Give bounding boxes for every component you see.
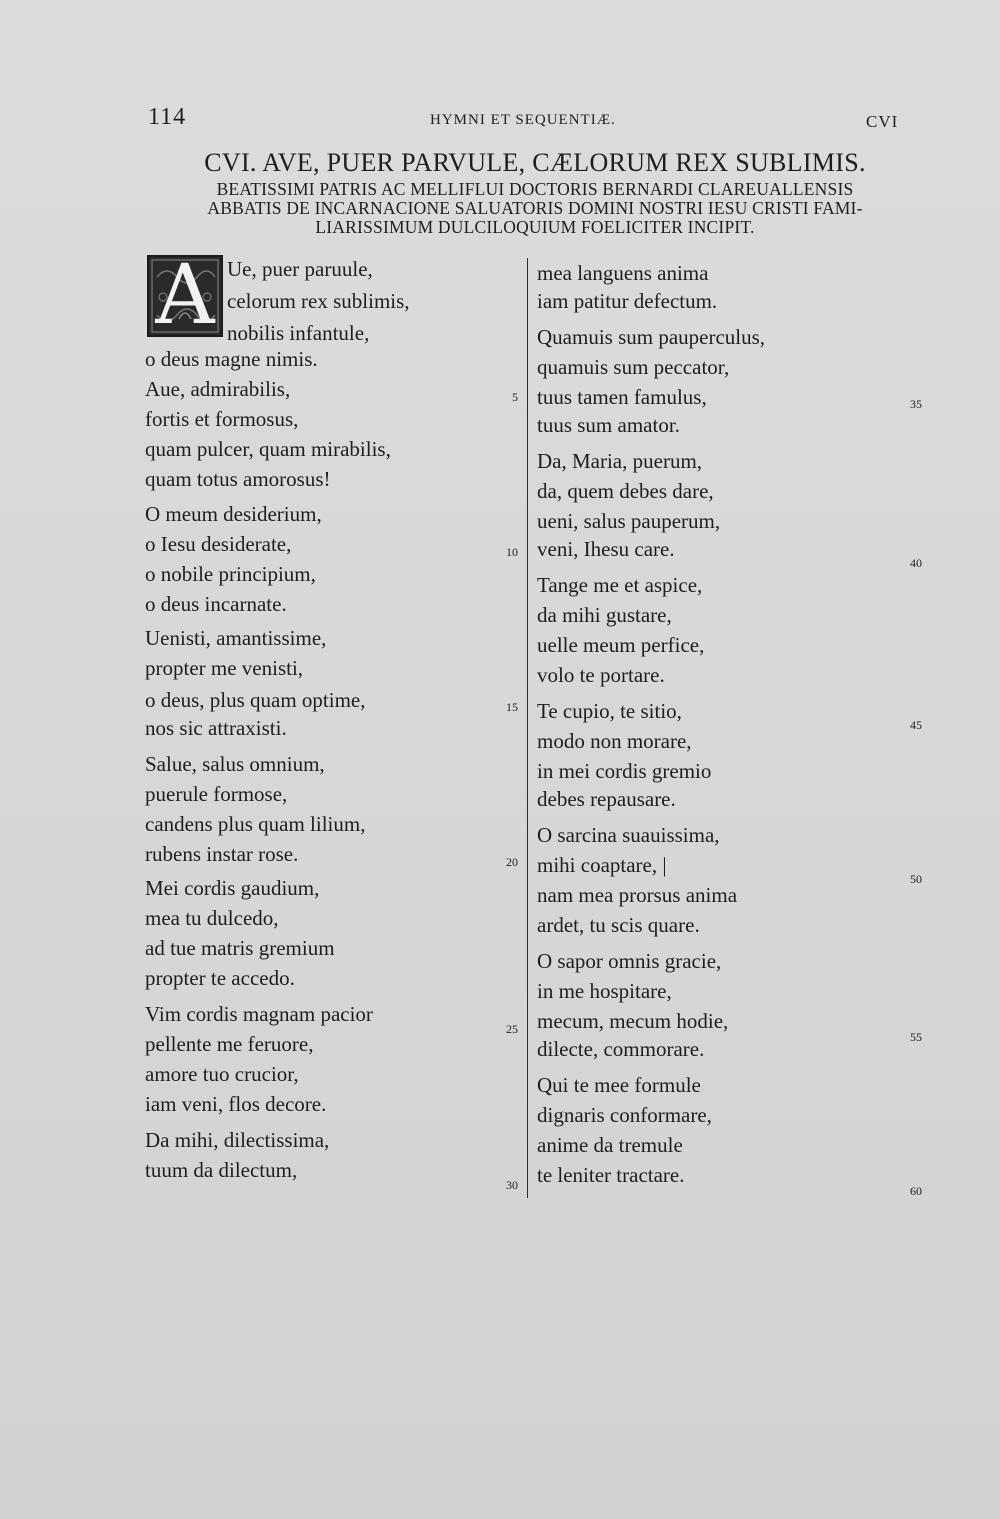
line-number: 15 — [506, 700, 518, 714]
verse-line: Da mihi, dilectissima, — [145, 1128, 330, 1152]
verse-line: Salue, salus omnium, — [145, 752, 325, 776]
verse-line: modo non morare, — [537, 729, 692, 753]
page-number: 114 — [148, 104, 187, 130]
running-section-number: CVI — [866, 112, 899, 131]
decorated-initial — [147, 248, 223, 343]
incipit-line: BEATISSIMI PATRIS AC MELLIFLUI DOCTORIS BERNARDI CLAREUALLENSIS — [216, 179, 854, 199]
verse-line: mecum, mecum hodie, — [537, 1009, 729, 1033]
verse-line: volo te portare. — [537, 663, 665, 687]
verse-line: o deus, plus quam optime, — [145, 688, 366, 712]
line-number: 10 — [506, 545, 518, 559]
verse-line: tuus sum amator. — [537, 413, 680, 437]
running-title: HYMNI ET SEQUENTIÆ. — [430, 112, 616, 128]
incipit-line: LIARISSIMUM DULCILOQUIUM FOELICITER INCIPIT. — [315, 217, 755, 237]
verse-line: quam pulcer, quam mirabilis, — [145, 437, 391, 461]
verse-line: O meum desiderium, — [145, 502, 322, 526]
verse-line: debes repausare. — [537, 787, 676, 811]
verse-line: ardet, tu scis quare. — [537, 913, 700, 937]
column-divider — [527, 258, 528, 1198]
verse-line: Uenisti, amantissime, — [145, 626, 327, 650]
verse-line: o Iesu desiderate, — [145, 532, 292, 556]
line-number: 35 — [910, 397, 922, 411]
verse-line: o deus magne nimis. — [145, 347, 318, 371]
line-number: 30 — [506, 1178, 518, 1192]
verse-line: dilecte, commorare. — [537, 1037, 705, 1061]
verse-line: te leniter tractare. — [537, 1163, 685, 1187]
line-number: 55 — [910, 1030, 922, 1044]
verse-line: Mei cordis gaudium, — [145, 876, 320, 900]
verse-line: Qui te mee formule — [537, 1073, 701, 1097]
running-head — [0, 104, 1000, 134]
line-number: 5 — [512, 390, 518, 404]
verse-line: Da, Maria, puerum, — [537, 449, 703, 473]
verse-line: mea languens anima — [537, 261, 709, 285]
verse-line: mihi coaptare, | — [537, 853, 667, 877]
verse-line: in mei cordis gremio — [537, 759, 712, 783]
verse-line: puerule formose, — [145, 782, 288, 806]
incipit-heading — [140, 180, 930, 237]
verse-line: rubens instar rose. — [145, 842, 299, 866]
verse-line: quam totus amorosus! — [145, 467, 331, 491]
verse-line: tuum da dilectum, — [145, 1158, 298, 1182]
verse-line: Vim cordis magnam pacior — [145, 1002, 373, 1026]
verse-line: nos sic attraxisti. — [145, 716, 287, 740]
line-number: 45 — [910, 718, 922, 732]
verse-line: mea tu dulcedo, — [145, 906, 279, 930]
verse-line: iam veni, flos decore. — [145, 1092, 327, 1116]
verse-line: nam mea prorsus anima — [537, 883, 738, 907]
initial-letter: A — [155, 248, 215, 343]
verse-line: O sarcina suauissima, — [537, 823, 720, 847]
verse-line: Quamuis sum pauperculus, — [537, 325, 766, 349]
verse-line: iam patitur defectum. — [537, 289, 718, 313]
verse-line: veni, Ihesu care. — [537, 537, 675, 561]
line-number: 50 — [910, 872, 922, 886]
verse-line: Te cupio, te sitio, — [537, 699, 682, 723]
verse-line: quamuis sum peccator, — [537, 355, 730, 379]
verse-line: candens plus quam lilium, — [145, 812, 366, 836]
verse-line: Tange me et aspice, — [537, 573, 703, 597]
verse-line: amore tuo crucior, — [145, 1062, 299, 1086]
verse-line: propter te accedo. — [145, 966, 295, 990]
verse-line: pellente me feruore, — [145, 1032, 314, 1056]
verse-line: Ue, puer paruule, — [227, 257, 373, 281]
line-number: 40 — [910, 556, 922, 570]
incipit-line: ABBATIS DE INCARNACIONE SALUATORIS DOMINI NOSTRI IESU CRISTI FAMI- — [207, 198, 863, 218]
verse-line: dignaris conformare, — [537, 1103, 712, 1127]
verse-line: in me hospitare, — [537, 979, 672, 1003]
verse-line: propter me venisti, — [145, 656, 304, 680]
verse-line: ueni, salus pauperum, — [537, 509, 721, 533]
hymn-title: CVI. AVE, PUER PARVULE, CÆLORUM REX SUBLIMIS. — [204, 148, 866, 177]
verse-line: tuus tamen famulus, — [537, 385, 707, 409]
verse-line: da, quem debes dare, — [537, 479, 714, 503]
verse-line: o nobile principium, — [145, 562, 316, 586]
verse-line: anime da tremule — [537, 1133, 683, 1157]
line-number: 25 — [506, 1022, 518, 1036]
verse-line: ad tue matris gremium — [145, 936, 335, 960]
verse-line: nobilis infantule, — [227, 321, 370, 345]
verse-line: celorum rex sublimis, — [227, 289, 410, 313]
line-number: 20 — [506, 855, 518, 869]
verse-line: Aue, admirabilis, — [145, 377, 291, 401]
verse-line: O sapor omnis gracie, — [537, 949, 722, 973]
line-number: 60 — [910, 1184, 922, 1198]
verse-line: fortis et formosus, — [145, 407, 299, 431]
verse-line: da mihi gustare, — [537, 603, 672, 627]
verse-line: uelle meum perfice, — [537, 633, 705, 657]
verse-line: o deus incarnate. — [145, 592, 287, 616]
